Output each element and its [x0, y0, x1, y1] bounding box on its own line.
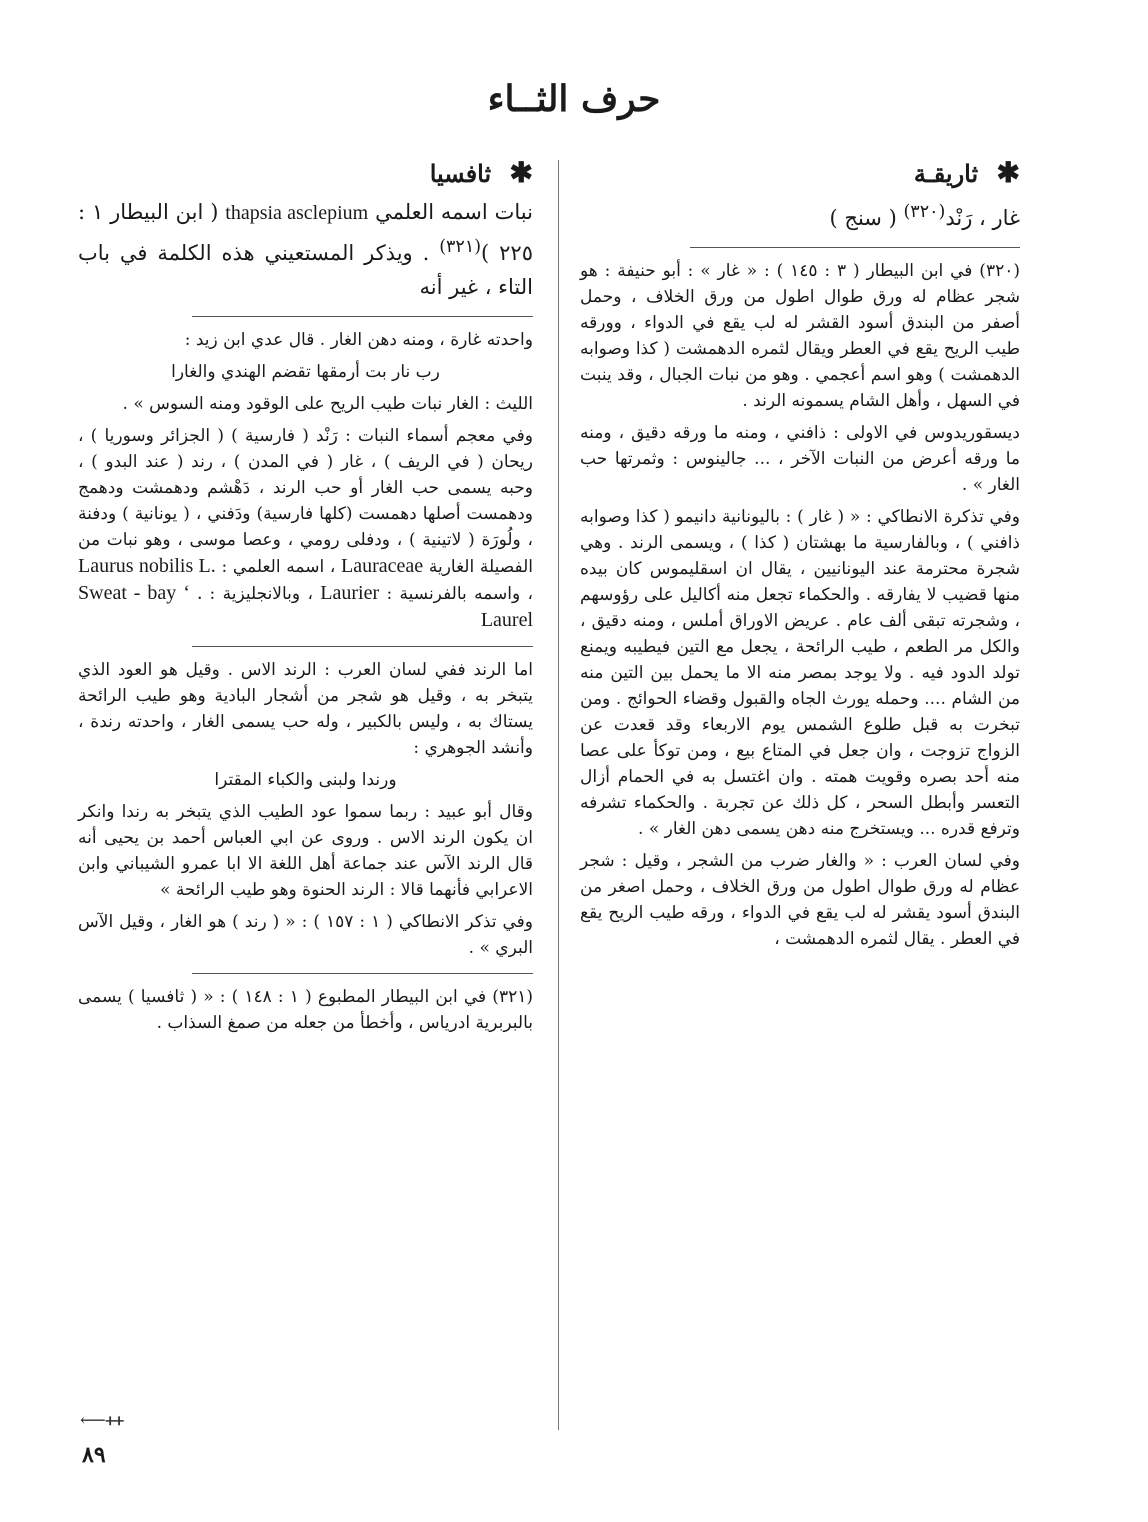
column-divider — [558, 160, 559, 1430]
right-column — [580, 155, 1020, 958]
entry-citation: ( ابن البيطار ١ : ٢٢٥ ) — [78, 200, 533, 265]
label-french: ، واسمه بالفرنسية : — [386, 584, 534, 604]
footnote-paragraph: (٣٢٠) في ابن البيطار ( ٣ : ١٤٥ ) : « غار » : أبو حنيفة : هو شجر عظام له ورق طوال اطول من ورق الخلاف ، وحمل أصفر من البندق أسود القشر له لب يقع في الدواء ، وورقه طيب الريح يقع في العطر ويقال لثمره الدهمشت ( كذا وصوابه الدهمشت ) وهو اسم أعجمي . وهو من نبات الجبال ، وقد ينبت في السهل ، وأهل الشام يسمونه الرند . — [580, 261, 1020, 411]
english-latin: Sweat - bay ‘ — [78, 582, 190, 604]
footnote-text: وفي معجم أسماء النبات : رَنْد ( فارسية ) ( الجزائر وسوريا ) ، ريحان ( في الريف ) ، غار ( في المدن ) ، رند ( عند البدو ) ، وحبه يسمى حب الغار أو حب الرند ، دَهْشم ودهمشت ودهمج ودهمست أصلها دهمست (كلها فارسية) ودَفني ، ( يونانية ) ودفنة ، ولُورَة ( لاتينية ) ، ودفلى رومي ، وعصا موسى ، وهو نبات من الفصيلة الغارية — [78, 426, 534, 577]
entry-body — [78, 195, 533, 304]
entry-text: نبات اسمه العلمي — [375, 200, 533, 224]
family-latin: Lauraceae — [341, 555, 424, 577]
label-english: ، وبالانجليزية : — [209, 584, 313, 604]
asterisk-icon: ✱ — [996, 156, 1020, 189]
footnote-paragraph: واحدته غارة ، ومنه دهن الغار . قال عدي ابن زيد : — [184, 330, 533, 350]
entry-text: غار ، رَنْد — [945, 206, 1020, 230]
footnote-paragraph: وفي لسان العرب : « والغار ضرب من الشجر ، وقيل : شجر عظام له ورق طوال اطول من ورق الخلاف ، وحمل اصغر من البندق أسود يقشر له لب يقع في الدواء ، ورقه طيب الريح يقع في العطر . يقال لثمره الدهمشت ، — [580, 851, 1020, 949]
entry-text-end: ( سنج ) — [829, 206, 897, 230]
entry-body — [580, 195, 1020, 235]
footnote-paragraph: الليث : الغار نبات طيب الريح على الوقود ومنه السوس » . — [122, 394, 533, 414]
footnote-paragraph: اما الرند ففي لسان العرب : الرند الاس . وقيل هو العود الذي يتبخر به ، وقيل هو شجر من أشجار البادية وهو طيب الرائحة يستاك به ، وليس بالكبير ، وله حب يسمى الغار ، واحدته رندة ، وأنشد الجوهري : — [78, 660, 533, 758]
separator — [690, 247, 1020, 248]
separator — [192, 646, 533, 647]
footnote-paragraph: وفي تذكرة الانطاكي : « ( غار ) : باليونانية دانيمو ( كذا وصوابه ذافني ) ، وبالفارسية ما بهشتان ( كذا ) ، ويسمى الرند . وهي شجرة محترمة عند اليونانيين ، يقال ان اسقليموس كان بيده منها قضيب لا يفارقه . والحكماء تجعل منه أكاليل على رؤوسهم ، وشجرته تبقى ألف عام . عريض الاوراق أملس ، ومنه دقيق ، والكل مر الطعم ، طيب الرائحة ، يجعل مع التين فيطيبه ويمنع تولد الدود فيه . ولا يوجد بمصر منه الا ما يحمل بين التين منه من الشام .... وحمله يورث الجاه والقبول وقضاء الحوائج . ومن تبخرت به قبل طلوع الشمس يوم الاربعاء وقد قعدت عن الزواج تزوجت ، وان جعل في المتاع بيع ، ومن توكأ على عصا منه أحد بصره وقويت همته . وان اغتسل به في الحمام أزال التعسر وأبطل السحر ، كل ذلك عن تجربة . والحكماء تشرفه وترفع قدره ... ويستخرج منه دهن يسمى دهن الغار » . — [580, 507, 1020, 839]
verse-line: رب نار بت أرمقها تقضم الهندي والغارا — [171, 362, 440, 382]
entry-title: ثافسيا — [429, 159, 492, 188]
entry-title: ثاريقـة — [913, 159, 979, 188]
continuation-arrow-icon: ⟵ᚐᚐ — [80, 1410, 124, 1431]
separator — [192, 973, 533, 974]
scientific-name: thapsia asclepium — [225, 202, 369, 224]
footnote-ref: (٣٢٠) — [903, 202, 946, 222]
entry-heading-thariqa — [580, 155, 1020, 195]
french-latin: Laurier — [320, 582, 380, 604]
footnote-paragraph: (٣٢١) في ابن البيطار المطبوع ( ١ : ١٤٨ ) : « ( ثافسيا ) يسمى بالبربرية ادرياس ، وأخطأ من جعله من صمغ السذاب . — [78, 987, 533, 1033]
footnote-paragraph: ديسقوريدوس في الاولى : ذافني ، ومنه ما ورقه دقيق ، ومنه ما ورقه أعرض من النبات الآخر ، ... جالينوس : وثمرتها حب الغار » . — [580, 423, 1020, 495]
verse-line: ورندا ولبنى والكباء المقترا — [214, 770, 397, 790]
footnote-paragraph — [78, 423, 533, 634]
asterisk-icon: ✱ — [509, 156, 533, 189]
label-scientific: ، اسمه العلمي : — [221, 557, 336, 577]
sci-latin: Laurus nobilis L. — [78, 555, 216, 577]
separator — [192, 316, 533, 317]
footnote-paragraph: وفي تذكر الانطاكي ( ١ : ١٥٧ ) : « ( رند ) هو الغار ، وقيل الآس البري » . — [78, 912, 533, 958]
entry-heading-thafsia — [78, 155, 533, 195]
page-title: حرف الثــاء — [487, 78, 661, 120]
left-column — [78, 155, 533, 1042]
footnote-ref: (٣٢١) — [439, 237, 482, 257]
footnote-paragraph: وقال أبو عبيد : ربما سموا عود الطيب الذي يتبخر به رندا وانكر ان يكون الرند الاس . وروى عن ابي العباس أحمد بن يحيى أنه قال الرند الآس عند جماعة أهل اللغة الا ابا عمرو الشيباني وابن الاعرابي فأنهما قالا : الرند الحنوة وهو طيب الرائحة » — [78, 802, 533, 900]
english-latin-2: . Laurel — [197, 582, 533, 631]
page-number: ٨٩ — [82, 1442, 106, 1468]
entry-text-end: . ويذكر المستعيني هذه الكلمة في باب التاء ، غير أنه — [78, 241, 533, 299]
